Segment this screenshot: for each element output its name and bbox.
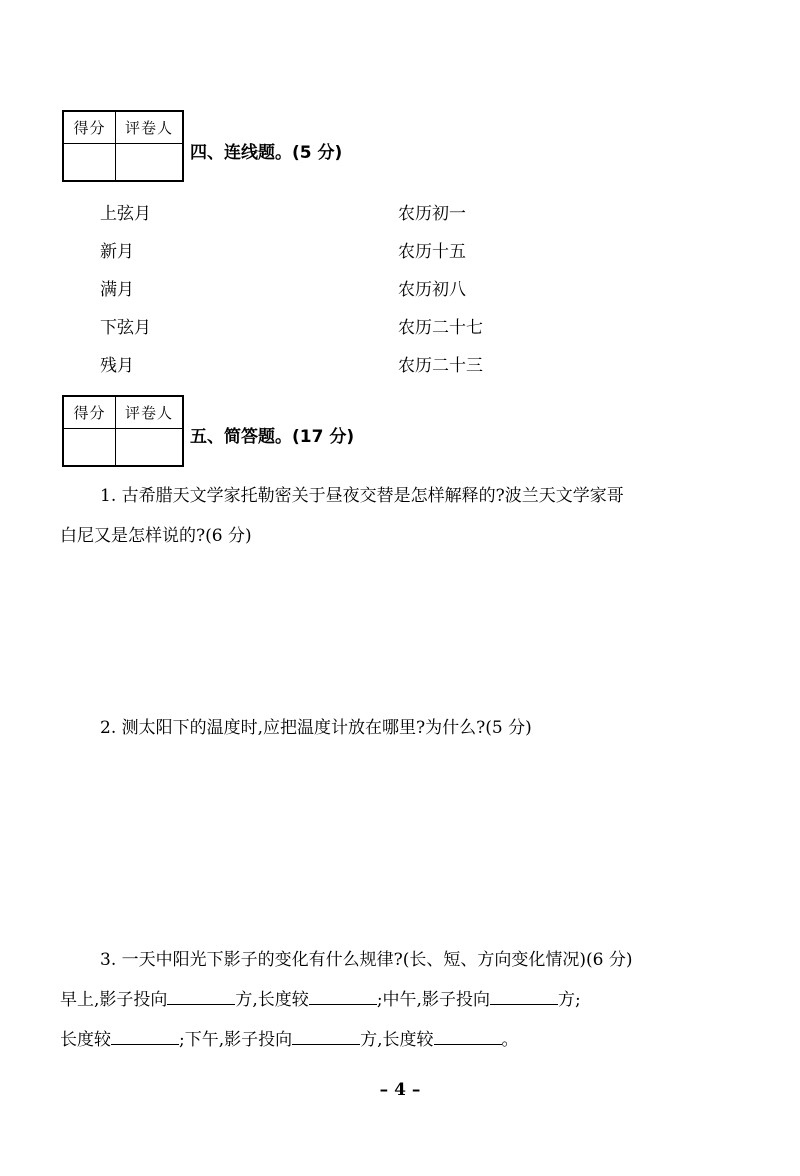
question-3-text: 3. 一天中阳光下影子的变化有什么规律?(长、短、方向变化情况)(6 分) xyxy=(100,950,633,970)
grader-cell xyxy=(116,429,182,465)
question-3 xyxy=(60,940,740,1060)
match-right-column xyxy=(398,195,483,385)
section4-title: 四、连线题。(5 分) xyxy=(190,143,343,163)
fill-text: ;中午,影子投向 xyxy=(376,990,490,1010)
fill-text: 方; xyxy=(557,990,581,1010)
question-2-text: 2. 测太阳下的温度时,应把温度计放在哪里?为什么?(5 分) xyxy=(100,718,532,738)
grader-label: 评卷人 xyxy=(116,112,182,144)
match-right-item: 农历初八 xyxy=(398,280,466,300)
match-left-item: 上弦月 xyxy=(100,204,151,224)
score-label: 得分 xyxy=(64,112,116,144)
fill-text: ;下午,影子投向 xyxy=(179,1030,293,1050)
question-3-fill-line1 xyxy=(60,980,740,1020)
match-left-item: 满月 xyxy=(100,280,134,300)
answer-blank[interactable] xyxy=(167,984,235,1005)
match-left-item: 残月 xyxy=(100,356,134,376)
match-left-item: 新月 xyxy=(100,242,134,262)
page-number: – 4 – xyxy=(379,1080,421,1100)
match-left-column xyxy=(100,195,151,385)
fill-text: 方,长度较 xyxy=(235,990,309,1010)
score-cell xyxy=(64,429,116,465)
match-right-item: 农历初一 xyxy=(398,204,466,224)
fill-text: 早上,影子投向 xyxy=(60,990,168,1010)
fill-text: 方,长度较 xyxy=(360,1030,434,1050)
answer-blank[interactable] xyxy=(111,1024,179,1045)
section5-title: 五、简答题。(17 分) xyxy=(190,427,355,447)
question-1-line2: 白尼又是怎样说的?(6 分) xyxy=(60,526,252,546)
score-label: 得分 xyxy=(64,397,116,429)
answer-blank[interactable] xyxy=(292,1024,360,1045)
grader-label: 评卷人 xyxy=(116,397,182,429)
match-left-item: 下弦月 xyxy=(100,318,151,338)
fill-text: 。 xyxy=(501,1030,519,1050)
answer-blank[interactable] xyxy=(434,1024,502,1045)
fill-text: 长度较 xyxy=(60,1030,111,1050)
answer-blank[interactable] xyxy=(309,984,377,1005)
score-cell xyxy=(64,144,116,180)
answer-blank[interactable] xyxy=(490,984,558,1005)
match-right-item: 农历二十三 xyxy=(398,356,483,376)
question-3-fill-line2 xyxy=(60,1020,740,1060)
score-box-section4 xyxy=(62,110,184,182)
match-right-item: 农历十五 xyxy=(398,242,466,262)
question-1-line1: 1. 古希腊天文学家托勒密关于昼夜交替是怎样解释的?波兰天文学家哥 xyxy=(100,486,624,506)
match-right-item: 农历二十七 xyxy=(398,318,483,338)
grader-cell xyxy=(116,144,182,180)
question-1 xyxy=(60,476,740,556)
score-box-section5 xyxy=(62,395,184,467)
question-2 xyxy=(60,708,740,748)
